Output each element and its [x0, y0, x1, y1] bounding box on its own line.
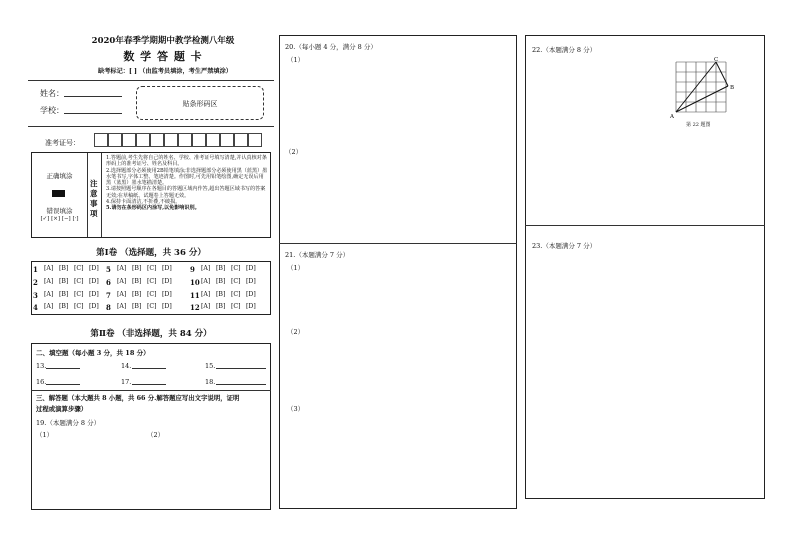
fill-blank-13[interactable]: [46, 358, 80, 369]
q19-part-2: （2）: [147, 431, 165, 439]
fill-13: 13.: [36, 362, 47, 370]
question-number: 1: [33, 265, 38, 274]
question-number: 7: [106, 291, 111, 300]
choice-question: [33, 278, 104, 287]
choice-option[interactable]: [A]: [201, 291, 211, 298]
fill-18: 18.: [205, 378, 216, 386]
choice-question: [190, 278, 261, 287]
choice-option[interactable]: [D]: [162, 291, 172, 298]
choice-option[interactable]: [D]: [89, 291, 99, 298]
choice-question: [33, 291, 104, 300]
question-number: 12: [190, 303, 200, 312]
notes-heading-col: [88, 153, 102, 237]
choice-option[interactable]: [C]: [74, 265, 84, 272]
note-item: 5.请勿在条形码区内涂写,以免影响识别。: [106, 205, 200, 212]
choice-option[interactable]: [C]: [74, 291, 84, 298]
choice-option[interactable]: [A]: [44, 265, 54, 272]
choice-option[interactable]: [A]: [44, 278, 54, 285]
choice-question: [190, 265, 261, 274]
barcode-label: 贴条形码区: [182, 100, 218, 108]
header-divider: [28, 80, 274, 81]
choice-option[interactable]: [C]: [147, 265, 157, 272]
point-label: A: [670, 114, 674, 120]
notes-heading: 注意事项: [90, 179, 98, 218]
q21-part-1: （1）: [287, 264, 305, 272]
choice-option[interactable]: [B]: [216, 278, 226, 285]
solve-heading-2: 过程或演算步骤）: [36, 405, 88, 413]
choice-option[interactable]: [D]: [246, 278, 256, 285]
q21-part-2: （2）: [287, 328, 305, 336]
point-label: B: [730, 85, 735, 91]
choice-option[interactable]: [C]: [147, 291, 157, 298]
question-number: 5: [106, 265, 111, 274]
section2-title: 第Ⅱ卷 （非选择题，共 84 分）: [90, 329, 212, 339]
choice-option[interactable]: [D]: [162, 265, 172, 272]
choice-option[interactable]: [C]: [74, 278, 84, 285]
wrong-marks: [✓] [×] [−] [·]: [40, 216, 79, 222]
choice-option[interactable]: [C]: [231, 278, 241, 285]
q21-part-3: （3）: [287, 405, 305, 413]
divider: [279, 243, 517, 244]
sheet-title: 数 学 答 题 卡: [123, 50, 203, 63]
fill-heading: 二、填空题（每小题 3 分，共 18 分）: [36, 349, 150, 357]
choice-question: [190, 303, 261, 312]
choice-option[interactable]: [C]: [231, 291, 241, 298]
q23-title: 23.（本题满分 7 分）: [532, 242, 597, 250]
choice-option[interactable]: [A]: [117, 291, 127, 298]
choice-option[interactable]: [D]: [89, 303, 99, 310]
choice-option[interactable]: [C]: [74, 303, 84, 310]
q22-figure: [668, 56, 740, 122]
q20-part-1: （1）: [287, 56, 305, 64]
choice-option[interactable]: [A]: [201, 278, 211, 285]
choice-question: [106, 265, 177, 274]
q20-part-2: （2）: [285, 148, 303, 156]
choice-option[interactable]: [A]: [44, 291, 54, 298]
question-number: 6: [106, 278, 111, 287]
fill-15: 15.: [205, 362, 216, 370]
choice-option[interactable]: [D]: [89, 265, 99, 272]
choice-option[interactable]: [C]: [147, 303, 157, 310]
choice-option[interactable]: [D]: [162, 303, 172, 310]
q19-part-1: （1）: [36, 431, 54, 439]
section1-title: 第Ⅰ卷 （选择题，共 36 分）: [96, 248, 206, 258]
exam-id-label: 准考证号：: [45, 139, 80, 147]
choice-option[interactable]: [C]: [147, 278, 157, 285]
barcode-area: [136, 86, 264, 120]
choice-option[interactable]: [B]: [59, 278, 69, 285]
choice-question: [33, 303, 104, 312]
choice-option[interactable]: [B]: [59, 303, 69, 310]
choice-option[interactable]: [A]: [201, 303, 211, 310]
correct-label: 正确填涂: [46, 172, 73, 180]
choice-option[interactable]: [A]: [201, 265, 211, 272]
question-number: 10: [190, 278, 200, 287]
choice-option[interactable]: [C]: [231, 303, 241, 310]
note-item: 4.保持卡面清洁,不折叠,不破损。: [106, 199, 181, 206]
notes-list: [106, 155, 268, 212]
q19-title: 19.（本题满分 8 分）: [36, 419, 101, 427]
choice-option[interactable]: [B]: [59, 265, 69, 272]
choice-option[interactable]: [A]: [117, 278, 127, 285]
note-item: 3.请按照题号顺序在各题目的答题区域内作答,超出答题区域书写的答案无效;在草稿纸、试题卷上答题无效。: [106, 186, 266, 199]
question-number: 3: [33, 291, 38, 300]
fill-blank-17[interactable]: [132, 374, 166, 385]
note-item: 1.答题前,考生先将自己的姓名、学校、准考证号填写清楚,并认真核对条形码上的准考证号、姓名及科目。: [106, 155, 267, 168]
fill-blank-18[interactable]: [216, 374, 266, 385]
exam-title: 2020年春季学期期中教学检测八年级: [91, 36, 235, 46]
q21-title: 21.（本题满分 7 分）: [285, 251, 350, 259]
school-field[interactable]: [64, 103, 122, 114]
fill-17: 17.: [121, 378, 132, 386]
name-field[interactable]: [64, 86, 122, 97]
choice-option[interactable]: [D]: [246, 291, 256, 298]
notes-box: [31, 152, 271, 238]
choice-option[interactable]: [A]: [117, 265, 127, 272]
q22-title: 22.（本题满分 8 分）: [532, 46, 597, 54]
answer-column-2: [279, 35, 517, 509]
fill-blank-15[interactable]: [216, 358, 266, 369]
question-number: 11: [190, 291, 200, 300]
divider: [31, 390, 271, 391]
choice-option[interactable]: [A]: [44, 303, 54, 310]
name-label: 姓名：: [40, 89, 64, 98]
choice-option[interactable]: [B]: [132, 291, 142, 298]
choice-option[interactable]: [D]: [89, 278, 99, 285]
choice-option[interactable]: [C]: [231, 265, 241, 272]
school-label: 学校：: [40, 106, 64, 115]
choice-option[interactable]: [B]: [132, 265, 142, 272]
question-number: 9: [190, 265, 195, 274]
choice-option[interactable]: [B]: [59, 291, 69, 298]
q20-title: 20.（每小题 4 分，满分 8 分）: [285, 43, 377, 51]
fill-blank-14[interactable]: [132, 358, 166, 369]
exam-id-boxes[interactable]: [94, 133, 264, 147]
choice-question: [106, 278, 177, 287]
choice-option[interactable]: [D]: [162, 278, 172, 285]
fill-example: [32, 153, 88, 237]
note-item: 2.选择题部分必须使用2B铅笔填涂;非选择题部分必须使用黑（蓝黑）墨水笔书写,字体工整、笔迹清楚。作图时,可先用铅笔绘图,确定无误后用黑（蓝黑）墨水笔描清楚。: [106, 167, 268, 187]
choice-question: [106, 291, 177, 300]
choice-option[interactable]: [D]: [246, 265, 256, 272]
q22-fig-caption: 第 22 题图: [686, 122, 711, 128]
choice-option[interactable]: [B]: [216, 291, 226, 298]
filled-mark: [52, 190, 65, 197]
divider: [28, 126, 274, 127]
fill-14: 14.: [121, 362, 132, 370]
choice-option[interactable]: [D]: [246, 303, 256, 310]
question-number: 8: [106, 303, 111, 312]
choice-question: [190, 291, 261, 300]
solve-heading-1: 三、解答题（本大题共 8 小题，共 66 分.解答题应写出文字说明，证明: [36, 394, 240, 402]
divider: [525, 225, 765, 226]
choice-question: [33, 265, 104, 274]
wrong-label: 错误填涂: [46, 207, 73, 215]
question-number: 2: [33, 278, 38, 287]
choice-option[interactable]: [B]: [132, 303, 142, 310]
point-label: C: [714, 57, 719, 63]
absent-mark: 缺考标记：[ ] （由监考员填涂，考生严禁填涂）: [98, 68, 232, 75]
fill-16: 16.: [36, 378, 47, 386]
choice-option[interactable]: [A]: [117, 303, 127, 310]
choice-question: [106, 303, 177, 312]
choice-option[interactable]: [B]: [132, 278, 142, 285]
question-number: 4: [33, 303, 38, 312]
choice-option[interactable]: [B]: [216, 265, 226, 272]
fill-blank-16[interactable]: [46, 374, 80, 385]
choice-option[interactable]: [B]: [216, 303, 226, 310]
